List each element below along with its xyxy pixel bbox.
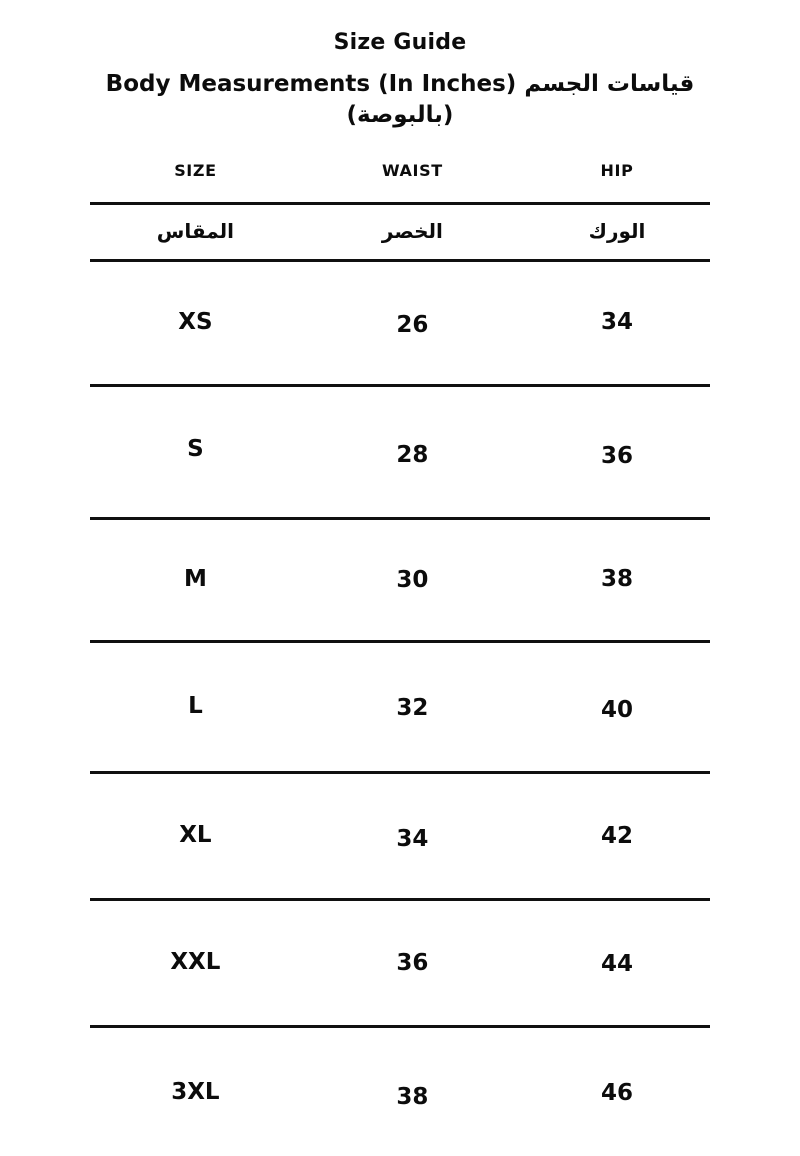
cell-hip: 38 — [524, 519, 710, 642]
table-header-row-arabic — [90, 204, 710, 261]
cell-waist: 30 — [301, 519, 524, 642]
cell-waist: 28 — [301, 386, 524, 519]
cell-size: 3XL — [90, 1027, 301, 1156]
table-row — [90, 519, 710, 642]
cell-waist: 36 — [301, 900, 524, 1027]
column-header-waist-arabic: الخصر — [301, 204, 524, 261]
cell-hip: 40 — [524, 642, 710, 773]
size-chart-table — [90, 161, 710, 1156]
cell-hip: 36 — [524, 386, 710, 519]
cell-hip: 42 — [524, 773, 710, 900]
column-header-size-arabic: المقاس — [90, 204, 301, 261]
cell-size: XL — [90, 773, 301, 900]
column-header-hip-arabic: الورك — [524, 204, 710, 261]
page-title: Size Guide — [333, 30, 467, 55]
cell-waist: 34 — [301, 773, 524, 900]
size-chart-container — [90, 161, 710, 1156]
table-row — [90, 386, 710, 519]
cell-hip: 46 — [524, 1027, 710, 1156]
column-header-hip: HIP — [600, 161, 634, 181]
cell-size: XS — [90, 261, 301, 386]
cell-size: M — [90, 519, 301, 642]
table-row — [90, 900, 710, 1027]
cell-size: L — [90, 642, 301, 773]
cell-waist: 38 — [301, 1027, 524, 1156]
cell-size: S — [90, 386, 301, 519]
column-header-size: SIZE — [174, 161, 217, 181]
page-subtitle: Body Measurements (In Inches) قياسات الجسم (بالبوصة) — [105, 71, 695, 129]
table-row — [90, 773, 710, 900]
cell-hip: 44 — [524, 900, 710, 1027]
column-header-waist: WAIST — [382, 161, 443, 181]
cell-size: XXL — [90, 900, 301, 1027]
cell-waist: 32 — [301, 642, 524, 773]
cell-waist: 26 — [301, 261, 524, 386]
table-header-row-english — [90, 161, 710, 204]
table-row — [90, 1027, 710, 1156]
table-row — [90, 642, 710, 773]
cell-hip: 34 — [524, 261, 710, 386]
table-row — [90, 261, 710, 386]
